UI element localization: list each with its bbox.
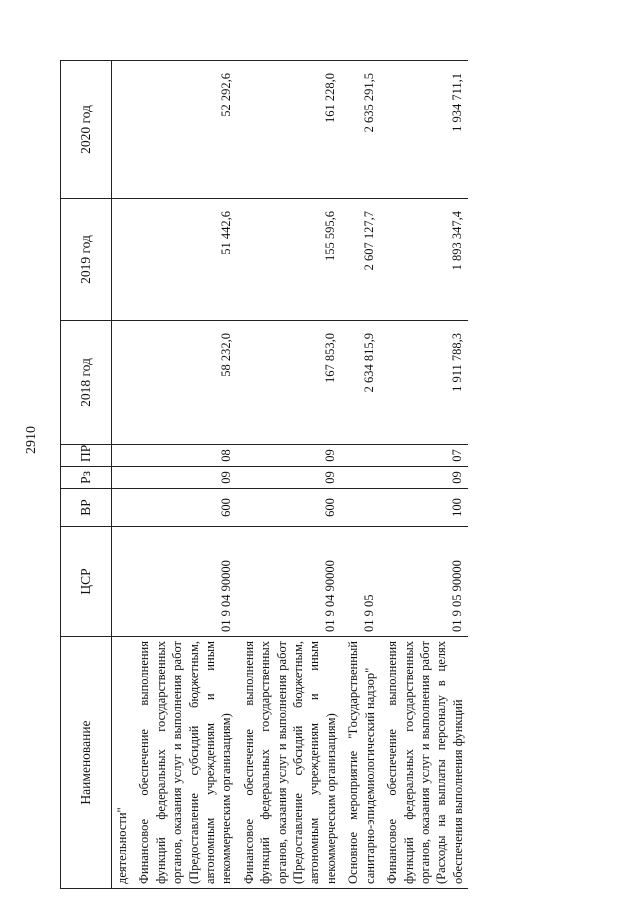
row-pr xyxy=(112,445,133,467)
row-rz: 09 xyxy=(132,467,236,489)
header-2020: 2020 год xyxy=(61,61,112,199)
budget-table xyxy=(60,60,468,889)
row-name: Финансовое обеспечение выполнения функций федеральных государственных органов, оказания услуг и выполнения работ (Предоставление субсидий бюджетным, автономным учреждениям и иным некоммерческим организациям) xyxy=(132,637,236,889)
table-header-row xyxy=(61,61,112,889)
row-csr: 01 9 05 90000 xyxy=(380,527,468,637)
row-2020 xyxy=(112,61,133,199)
row-vr xyxy=(341,489,380,527)
header-csr: ЦСР xyxy=(61,527,112,637)
header-2018: 2018 год xyxy=(61,321,112,445)
header-rz: Рз xyxy=(61,467,112,489)
table-row xyxy=(341,61,380,889)
table-row xyxy=(132,61,236,889)
row-rz: 09 xyxy=(237,467,341,489)
row-vr: 600 xyxy=(237,489,341,527)
row-2018: 167 853,0 xyxy=(237,321,341,445)
row-name: Основное мероприятие "Государственный санитарно-эпидемиологический надзор" xyxy=(341,637,380,889)
table-row xyxy=(237,61,341,889)
row-csr: 01 9 05 xyxy=(341,527,380,637)
row-2020: 2 635 291,5 xyxy=(341,61,380,199)
row-csr: 01 9 04 90000 xyxy=(132,527,236,637)
row-name: Финансовое обеспечение выполнения функций федеральных государственных органов, оказания услуг и выполнения работ (Расходы на выплаты персоналу в целях обеспечения выполнения функций xyxy=(380,637,468,889)
page-number: 2910 xyxy=(24,426,39,454)
row-pr: 07 xyxy=(380,445,468,467)
row-vr xyxy=(112,489,133,527)
row-name: Финансовое обеспечение выполнения функций федеральных государственных органов, оказания услуг и выполнения работ (Предоставление субсидий бюджетным, автономным учреждениям и иным некоммерческим организациям) xyxy=(237,637,341,889)
header-vr: ВР xyxy=(61,489,112,527)
row-2020: 1 934 711,1 xyxy=(380,61,468,199)
rotated-table-frame xyxy=(60,61,608,889)
row-vr: 100 xyxy=(380,489,468,527)
row-pr: 08 xyxy=(132,445,236,467)
row-csr xyxy=(112,527,133,637)
table-row xyxy=(112,61,133,889)
row-2019: 51 442,6 xyxy=(132,199,236,321)
row-vr: 600 xyxy=(132,489,236,527)
row-2020: 161 228,0 xyxy=(237,61,341,199)
row-2020: 52 292,6 xyxy=(132,61,236,199)
row-rz xyxy=(112,467,133,489)
row-2019: 1 893 347,4 xyxy=(380,199,468,321)
row-csr: 01 9 04 90000 xyxy=(237,527,341,637)
header-name: Наименование xyxy=(61,637,112,889)
header-2019: 2019 год xyxy=(61,199,112,321)
table-row xyxy=(380,61,468,889)
row-2018 xyxy=(112,321,133,445)
row-rz xyxy=(341,467,380,489)
row-rz: 09 xyxy=(380,467,468,489)
row-2018: 2 634 815,9 xyxy=(341,321,380,445)
header-pr: ПР xyxy=(61,445,112,467)
row-2019: 2 607 127,7 xyxy=(341,199,380,321)
row-pr: 09 xyxy=(237,445,341,467)
row-2019 xyxy=(112,199,133,321)
row-2019: 155 595,6 xyxy=(237,199,341,321)
row-2018: 1 911 788,3 xyxy=(380,321,468,445)
row-pr xyxy=(341,445,380,467)
row-2018: 58 232,0 xyxy=(132,321,236,445)
row-name: деятельности" xyxy=(112,637,133,889)
